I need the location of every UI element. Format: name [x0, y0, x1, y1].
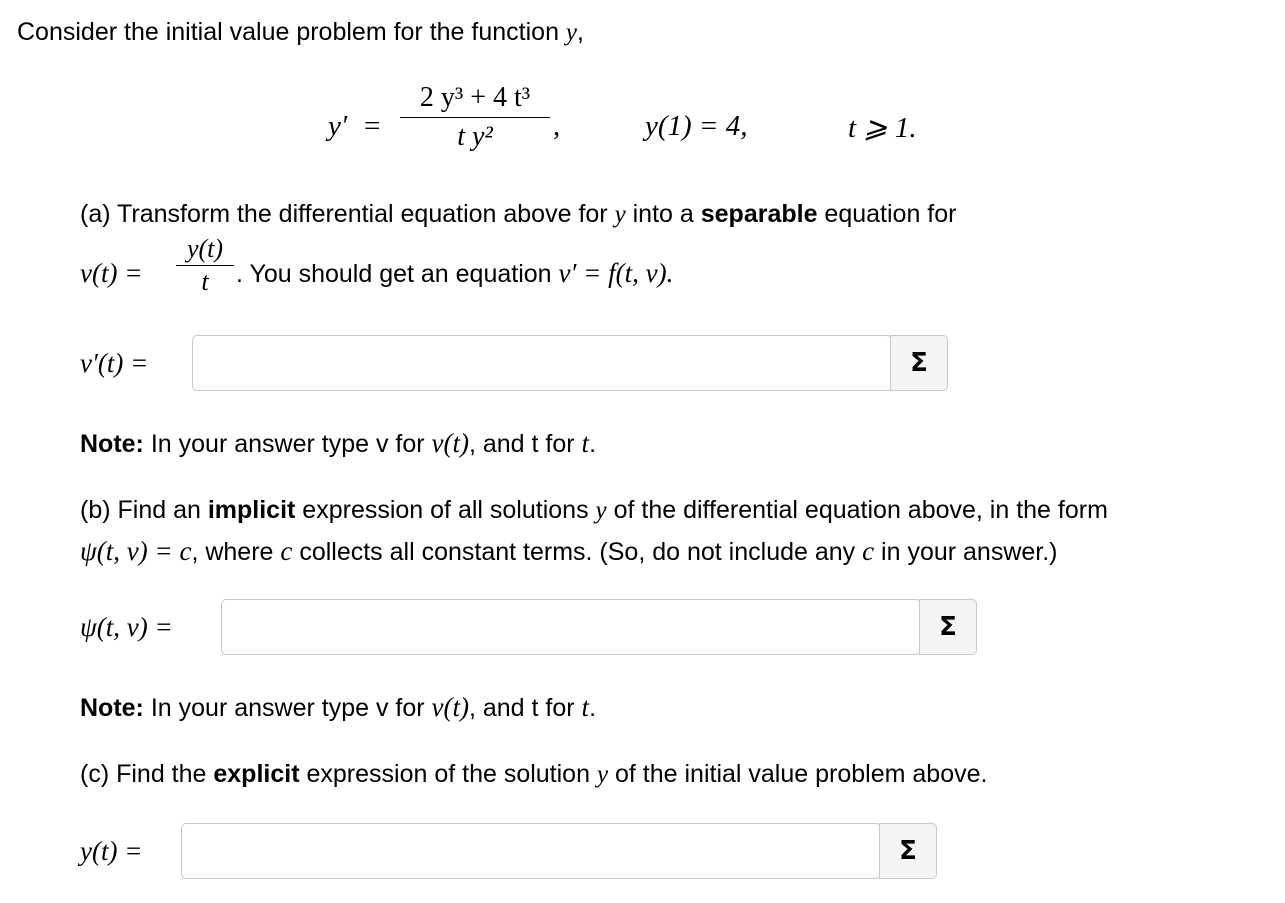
part-b-line2-text: , where: [191, 538, 281, 566]
part-a-line2: [236, 258, 673, 289]
part-b-line2-var: c: [280, 536, 293, 566]
part-b-answer-box[interactable]: [221, 599, 921, 655]
sigma-icon: Σ: [939, 612, 957, 642]
part-b-text-mid: expression of all solutions: [295, 496, 596, 524]
part-b-note-end: .: [589, 694, 597, 722]
part-b-note-text2: , and t for: [468, 694, 582, 722]
part-b-line2-var2: c: [862, 536, 875, 566]
part-c-text: (c) Find the: [80, 760, 214, 788]
part-a-line2-text: . You should get an equation: [236, 260, 559, 288]
part-b-var: y: [595, 497, 607, 524]
part-b-note-bold: Note:: [80, 694, 144, 722]
intro-trail: ,: [577, 18, 584, 46]
part-a-answer-label: v′(t) =: [80, 348, 149, 378]
part-b-note-text: In your answer type v for: [143, 694, 432, 722]
part-a-note-math1: v(t): [431, 428, 469, 458]
ode-lhs: y′: [328, 110, 348, 142]
ode-comma: ,: [553, 110, 561, 142]
ode-domain: t ⩾ 1.: [848, 112, 917, 144]
part-a-answer-box[interactable]: [192, 335, 892, 391]
part-c-text-post: of the initial value problem above.: [608, 760, 988, 788]
part-c-text-mid: expression of the solution: [299, 760, 597, 788]
intro-text: [17, 18, 584, 47]
part-b-text: (b) Find an: [80, 496, 208, 524]
part-b-answer-input[interactable]: [222, 600, 920, 654]
ode-initial-condition: y(1) = 4,: [645, 110, 748, 142]
part-a-sub-fraction: [176, 234, 234, 297]
part-c-bold: explicit: [213, 760, 300, 788]
part-a-note-text2: , and t for: [468, 430, 582, 458]
ode-fraction: [400, 82, 550, 153]
ode-equals: =: [364, 110, 381, 142]
part-a-text-post: equation for: [817, 200, 957, 228]
part-a-note-math2: t: [581, 428, 590, 458]
part-b-line1: [80, 496, 1108, 525]
part-b-text-post: of the differential equation above, in the form: [606, 496, 1108, 524]
part-b-line2-text3: in your answer.): [874, 538, 1058, 566]
sigma-icon: Σ: [910, 348, 928, 378]
part-a-sub-den: t: [201, 267, 209, 296]
part-c-answer-box[interactable]: [181, 823, 881, 879]
part-a-answer-input[interactable]: [193, 336, 891, 390]
part-a-line1: [80, 200, 956, 229]
part-a-note-text: In your answer type v for: [143, 430, 432, 458]
part-a-line2-math: v′ = f(t, v).: [558, 258, 674, 288]
part-c-answer-input[interactable]: [182, 824, 880, 878]
part-c-var: y: [596, 761, 609, 788]
part-a-var: y: [614, 201, 626, 228]
part-a-sub-bar: [176, 265, 234, 266]
part-b-equation-editor-button[interactable]: [919, 599, 977, 655]
ode-fraction-bar: [400, 117, 550, 118]
part-a-text: (a) Transform the differential equation above for: [80, 200, 615, 228]
part-a-equation-editor-button[interactable]: [890, 335, 948, 391]
part-a-bold: separable: [700, 200, 818, 228]
part-c-answer-label: y(t) =: [80, 836, 143, 866]
ode-numerator: 2 y³ + 4 t³: [419, 82, 531, 113]
intro-lead: Consider the initial value problem for the function: [17, 18, 566, 46]
part-b-line2-math: ψ(t, v) = c: [80, 536, 192, 566]
part-b-note: [80, 692, 596, 723]
part-a-note-end: .: [589, 430, 597, 458]
part-b-note-math1: v(t): [431, 692, 469, 722]
intro-var: y: [565, 19, 578, 46]
part-a-note-bold: Note:: [80, 430, 144, 458]
part-a-sub-num: y(t): [186, 234, 224, 263]
part-c-equation-editor-button[interactable]: [879, 823, 937, 879]
part-b-line2-text2: collects all constant terms. (So, do not include any: [292, 538, 863, 566]
part-a-sub-lhs: v(t) =: [80, 258, 143, 288]
part-b-line2: [80, 536, 1058, 567]
part-a-note: [80, 428, 596, 459]
part-b-answer-label: ψ(t, v) =: [80, 612, 173, 642]
ode-denominator: t y²: [457, 121, 493, 152]
part-b-bold: implicit: [207, 496, 296, 524]
part-b-note-math2: t: [581, 692, 590, 722]
sigma-icon: Σ: [899, 836, 917, 866]
part-a-text-mid: into a: [625, 200, 701, 228]
part-c-line1: [80, 760, 987, 789]
